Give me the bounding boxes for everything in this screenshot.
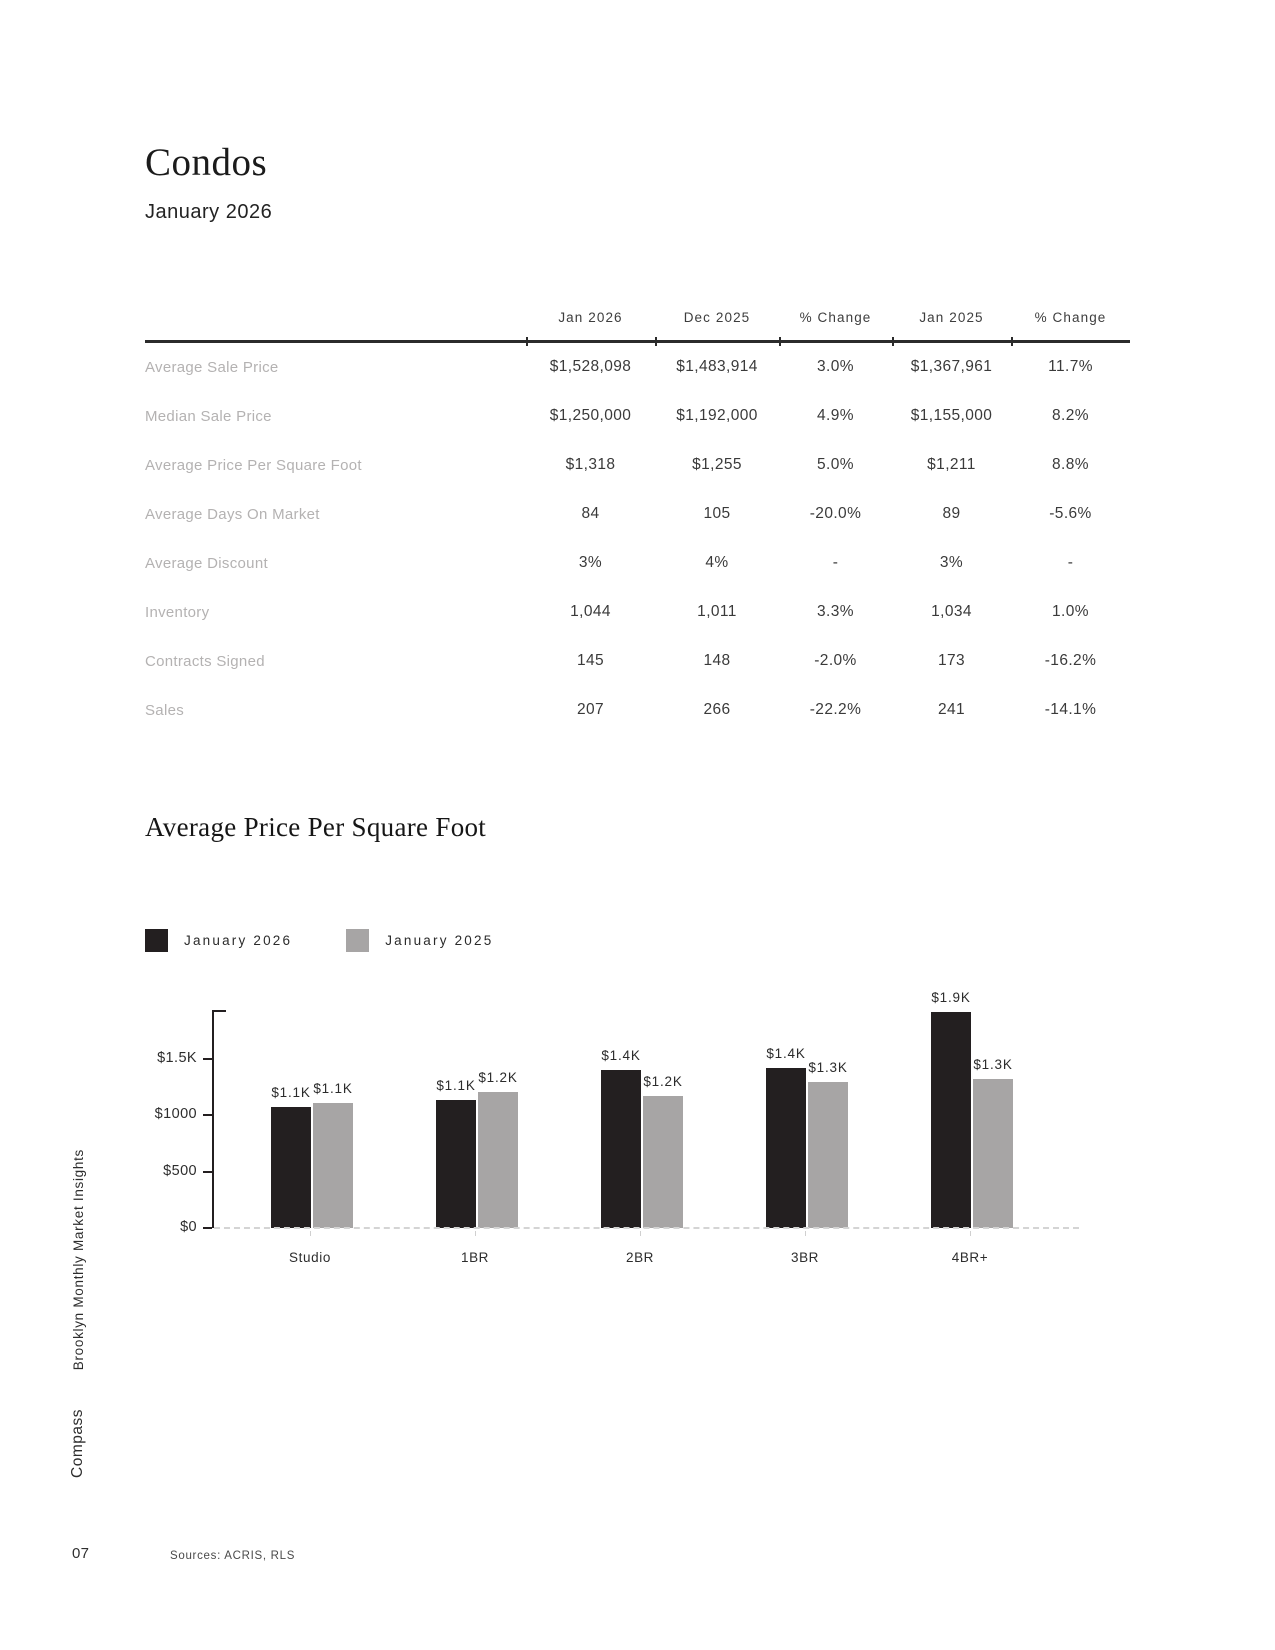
x-axis-label: 3BR [790,1250,820,1265]
table-row [145,490,1130,539]
legend-label: January 2025 [385,933,494,948]
table-column-header: Jan 2026 [526,304,655,342]
bar-january-2026 [271,1085,311,1228]
bar-january-2026 [436,1078,476,1228]
x-axis-label: Studio [289,1250,331,1265]
cell-value: -16.2% [1044,652,1097,669]
table-corner-cell [145,304,526,342]
x-axis-label: 2BR [625,1250,655,1265]
y-axis-tick-label: $1.5K [157,1050,197,1066]
cell-value: $1,367,961 [910,358,993,375]
y-axis-tick [203,1227,212,1229]
metrics-table-header [145,304,1130,342]
cell-value: -14.1% [1044,701,1097,718]
sources-note: Sources: ACRIS, RLS [170,1550,296,1562]
cell-value: $1,255 [692,456,742,473]
table-row [145,588,1130,637]
table-row [145,392,1130,441]
cell-value: - [832,554,839,571]
cell-value: $1,528,098 [549,358,632,375]
cell-value: $1,192,000 [676,407,758,424]
row-label: Contracts Signed [145,652,265,670]
cell-value: 266 [703,701,731,718]
x-axis-label: 1BR [460,1250,490,1265]
cell-value: $1,211 [927,456,976,473]
table-row [145,342,1130,393]
legend-label: January 2026 [184,933,293,948]
metrics-table [145,304,1130,735]
cell-value: 8.8% [1052,456,1089,473]
cell-value: 3.3% [817,603,854,620]
cell-value: 1,011 [697,603,737,620]
y-axis-tick-label: $0 [180,1219,197,1235]
bar-january-2026 [766,1046,806,1228]
page-number: 07 [72,1545,90,1562]
cell-value: 4.9% [817,407,854,424]
bar-value-label: $1.9K [931,990,971,1005]
cell-value: -22.2% [809,701,862,718]
table-column-header: Jan 2025 [892,304,1011,342]
table-row [145,686,1130,735]
row-label: Average Discount [145,554,268,572]
bar-value-label: $1.4K [766,1046,806,1061]
bar-group [601,1048,683,1228]
cell-value: $1,250,000 [549,407,632,424]
table-row [145,539,1130,588]
cell-value: 1,034 [931,603,972,620]
sidebar-brand-label: Compass [69,1409,86,1478]
cell-value: 84 [581,505,600,522]
cell-value: 3% [939,554,964,571]
bar-value-label: $1.1K [436,1078,476,1093]
legend-swatch [145,929,168,952]
row-label: Median Sale Price [145,407,272,425]
cell-value: 241 [937,701,966,718]
cell-value: $1,318 [565,456,616,473]
x-axis-tick [475,1231,476,1236]
bar-group [271,1081,353,1228]
chart-legend [145,929,547,952]
y-axis-tick [203,1171,212,1173]
cell-value: 145 [576,652,605,669]
legend-item [145,929,292,952]
cell-value: - [1067,554,1074,571]
cell-value: -2.0% [814,652,857,669]
chart-section-title: Average Price Per Square Foot [145,812,487,842]
cell-value: 4% [705,554,729,571]
cell-value: 207 [576,701,605,718]
bar-january-2025 [643,1074,683,1228]
page-subtitle: January 2026 [145,201,273,223]
row-label: Average Price Per Square Foot [145,456,362,474]
x-axis-tick [310,1231,311,1236]
cell-value: 148 [703,652,731,669]
table-row [145,441,1130,490]
bar-january-2026 [931,990,971,1228]
bar-group [436,1070,518,1228]
cell-value: 8.2% [1052,407,1089,424]
cell-value: $1,483,914 [676,358,758,375]
cell-value: 105 [703,505,731,522]
cell-value: 3% [578,554,603,571]
legend-swatch [346,929,369,952]
bar-value-label: $1.2K [478,1070,518,1085]
cell-value: 173 [937,652,966,669]
chart-plot-area [212,990,1077,1228]
table-column-header: % Change [1011,304,1130,342]
y-axis-tick [203,1114,212,1116]
row-label: Sales [145,701,185,719]
bar-value-label: $1.1K [313,1081,353,1096]
cell-value: 3.0% [817,358,854,375]
table-column-header: Dec 2025 [655,304,779,342]
price-per-sqft-bar-chart [145,990,1085,1290]
bar-value-label: $1.3K [808,1060,848,1075]
x-axis-tick [805,1231,806,1236]
y-axis-tick-label: $500 [163,1163,197,1179]
x-axis-tick [970,1231,971,1236]
bar-value-label: $1.4K [601,1048,641,1063]
bar-value-label: $1.1K [271,1085,311,1100]
bar-group [766,1046,848,1228]
cell-value: 1,044 [570,603,611,620]
cell-value: 1.0% [1052,603,1089,620]
legend-item [346,929,493,952]
cell-value: 11.7% [1048,358,1093,375]
page-title: Condos [145,141,268,184]
table-row [145,637,1130,686]
y-axis-tick [203,1058,212,1060]
cell-value: -5.6% [1049,505,1092,522]
bar-january-2025 [313,1081,353,1228]
cell-value: 5.0% [817,456,854,473]
sidebar-report-label: Brooklyn Monthly Market Insights [71,1148,86,1370]
row-label: Inventory [145,603,210,621]
metrics-table-body [145,342,1130,736]
x-axis-label: 4BR+ [951,1250,989,1265]
bar-january-2025 [973,1057,1013,1228]
x-axis-tick [640,1231,641,1236]
y-axis-tick-label: $1000 [154,1106,197,1122]
cell-value: $1,155,000 [910,407,993,424]
bar-january-2025 [478,1070,518,1228]
row-label: Average Sale Price [145,358,279,376]
bar-value-label: $1.2K [643,1074,683,1089]
cell-value: 89 [942,505,961,522]
bar-january-2025 [808,1060,848,1228]
row-label: Average Days On Market [145,505,320,523]
bar-january-2026 [601,1048,641,1228]
cell-value: -20.0% [809,505,862,522]
bar-value-label: $1.3K [973,1057,1013,1072]
table-column-header: % Change [779,304,892,342]
bar-group [931,990,1013,1228]
